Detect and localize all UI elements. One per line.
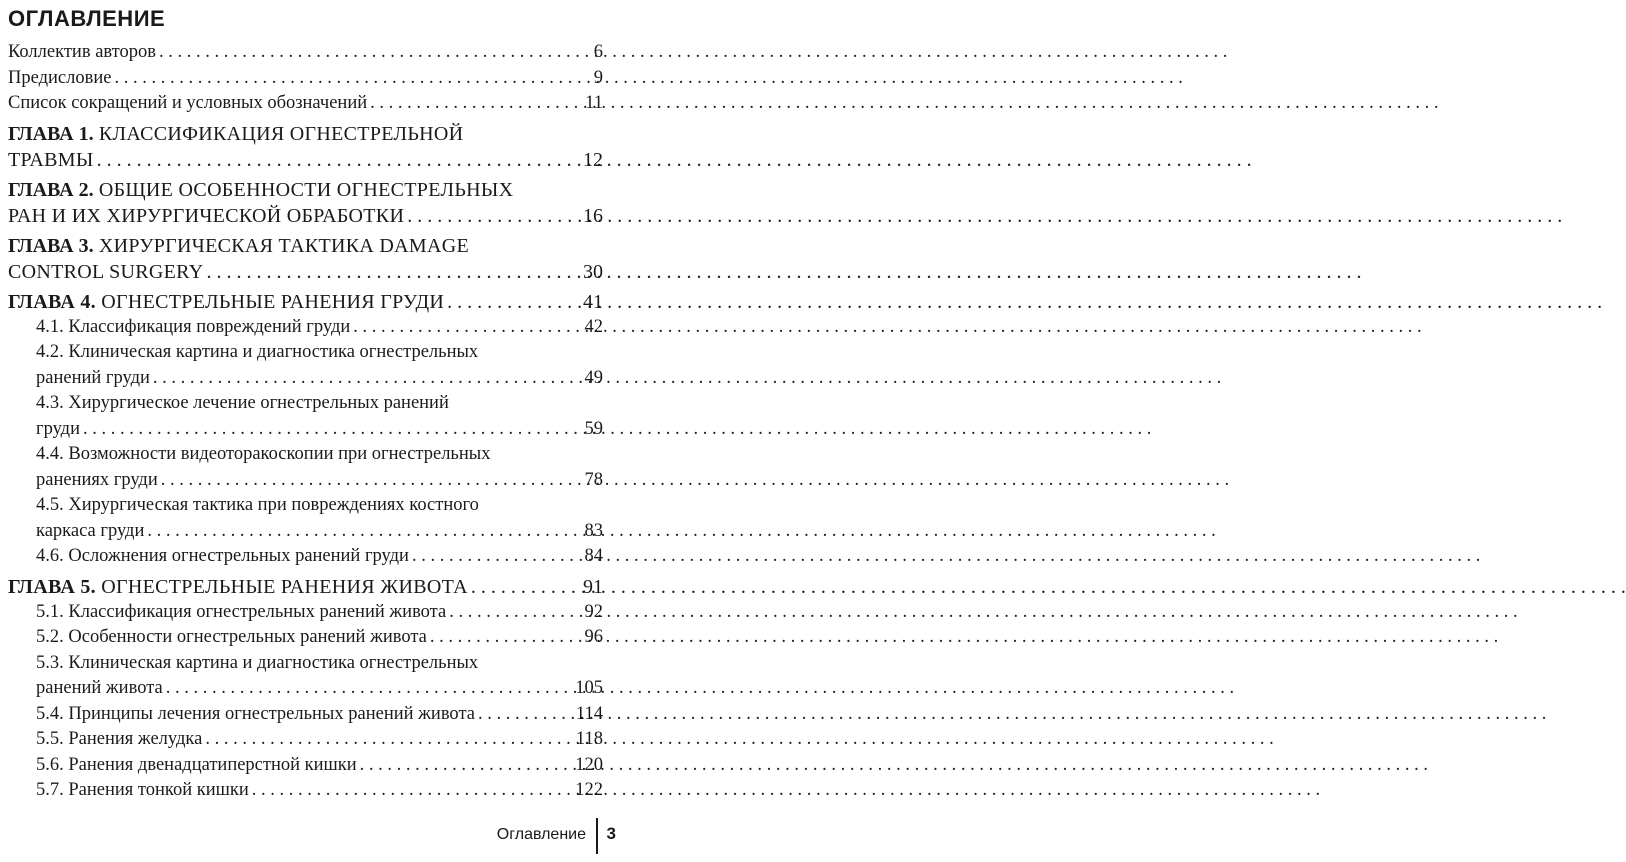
toc-subsection bbox=[8, 753, 603, 779]
toc-entry-first-line bbox=[36, 340, 603, 366]
toc-entry-line bbox=[8, 574, 603, 600]
dot-leader bbox=[166, 676, 573, 702]
dot-leader bbox=[412, 544, 582, 570]
dot-leader bbox=[449, 600, 581, 626]
toc-subsection bbox=[8, 702, 603, 728]
page-title: ОГЛАВЛЕНИЕ bbox=[8, 6, 166, 31]
toc-entry-first-line bbox=[8, 121, 603, 147]
toc-chapter bbox=[8, 121, 603, 173]
toc-entry-text: 4.5. Хирургическая тактика при повреждениях костного bbox=[36, 495, 479, 515]
toc-subsection bbox=[8, 493, 603, 544]
toc-page-number: 114 bbox=[575, 703, 603, 724]
toc-page-number: 122 bbox=[575, 780, 603, 800]
toc-page-number: 12 bbox=[583, 148, 603, 171]
chapter-title-line: ОБЩИЕ ОСОБЕННОСТИ ОГНЕСТРЕЛЬНЫХ bbox=[93, 178, 514, 201]
toc-entry-text: груди bbox=[36, 418, 80, 439]
toc-page-number: 96 bbox=[584, 627, 603, 647]
chapter-title-line: ХИРУРГИЧЕСКАЯ ТАКТИКА DAMAGE bbox=[93, 234, 469, 257]
toc-entry-first-line bbox=[36, 651, 603, 677]
toc-entry-line bbox=[8, 259, 603, 285]
toc-page-number: 83 bbox=[584, 520, 603, 541]
toc-entry-line bbox=[36, 544, 603, 570]
dot-leader bbox=[159, 40, 591, 66]
toc-page-number: 59 bbox=[584, 418, 603, 439]
toc-entry-text: 5.1. Классификация огнестрельных ранений живота bbox=[36, 601, 447, 622]
toc-front-entry bbox=[8, 91, 603, 117]
toc-entry-line bbox=[36, 315, 603, 341]
toc-entry-text: 5.4. Принципы лечения огнестрельных ранений живота bbox=[36, 703, 475, 724]
toc-entry-line bbox=[8, 147, 603, 173]
dot-leader bbox=[353, 315, 581, 341]
toc-chapter bbox=[8, 177, 603, 229]
toc-subsection bbox=[8, 778, 603, 804]
toc-entry-text: 4.6. Осложнения огнестрельных ранений груди bbox=[36, 546, 409, 566]
toc-entry-line bbox=[36, 417, 603, 443]
toc-subsection bbox=[8, 651, 603, 702]
toc-subsection bbox=[8, 391, 603, 442]
dot-leader bbox=[161, 468, 582, 494]
toc-entry-text: ранений груди bbox=[36, 367, 150, 388]
toc-page-number: 30 bbox=[583, 260, 603, 283]
toc-entry-text: 4.4. Возможности видеоторакоскопии при огнестрельных bbox=[36, 444, 491, 464]
toc-page-number: 49 bbox=[584, 367, 603, 388]
toc-entry-first-line bbox=[36, 493, 603, 519]
toc-entry-text bbox=[8, 289, 444, 315]
toc-entry-text: ТРАВМЫ bbox=[8, 148, 94, 171]
toc-entry-text bbox=[8, 574, 468, 600]
dot-leader bbox=[370, 91, 582, 117]
toc-page-number: 9 bbox=[593, 67, 603, 88]
toc-entry-text: 5.3. Клиническая картина и диагностика огнестрельных bbox=[36, 652, 479, 673]
toc-entry-line bbox=[36, 625, 603, 651]
toc-entry-text: 4.2. Клиническая картина и диагностика огнестрельных bbox=[36, 342, 479, 362]
toc-entry-text: Список сокращений и условных обозначений bbox=[8, 93, 368, 113]
toc-entry-text: каркаса груди bbox=[36, 520, 145, 541]
toc-page-number: 78 bbox=[584, 469, 603, 490]
dot-leader bbox=[447, 289, 580, 315]
toc-subsection bbox=[8, 340, 603, 391]
dot-leader bbox=[114, 66, 590, 92]
toc-entry-text: ранениях груди bbox=[36, 469, 158, 490]
dot-leader bbox=[252, 778, 572, 804]
toc-page-number: 6 bbox=[593, 42, 603, 62]
toc-subsection bbox=[8, 600, 603, 626]
toc-entry-line bbox=[36, 468, 603, 494]
toc-entry-line bbox=[36, 366, 603, 392]
toc-page-number: 84 bbox=[584, 546, 603, 566]
dot-leader bbox=[97, 147, 580, 173]
toc-entry-text: 5.6. Ранения двенадцатиперстной кишки bbox=[36, 754, 357, 775]
toc-subsection bbox=[8, 727, 603, 753]
toc-entry-line bbox=[36, 702, 603, 728]
dot-leader bbox=[478, 702, 573, 728]
toc-entry-text: 5.2. Особенности огнестрельных ранений живота bbox=[36, 627, 427, 647]
toc-entry-line bbox=[8, 40, 603, 66]
dot-leader bbox=[206, 259, 580, 285]
toc-entry-text: 4.1. Классификация повреждений груди bbox=[36, 316, 351, 337]
toc-entry-text: ранений живота bbox=[36, 678, 163, 698]
footer-divider bbox=[596, 818, 598, 854]
toc-entry-line bbox=[36, 778, 603, 804]
toc-entry-text: 5.5. Ранения желудка bbox=[36, 729, 203, 749]
dot-leader bbox=[360, 753, 573, 779]
toc-chapter bbox=[8, 233, 603, 285]
toc-page-number: 41 bbox=[583, 290, 603, 313]
chapter-title-line: ОГНЕСТРЕЛЬНЫЕ РАНЕНИЯ ГРУДИ bbox=[95, 290, 445, 313]
toc-entry-text: Предисловие bbox=[8, 67, 112, 88]
toc-page-number: 16 bbox=[583, 204, 603, 227]
page-number: 3 bbox=[606, 824, 616, 843]
toc-entry-first-line bbox=[8, 177, 603, 203]
toc-entry-text: CONTROL SURGERY bbox=[8, 260, 204, 283]
toc-chapter bbox=[8, 289, 603, 315]
toc-entry-line bbox=[8, 289, 603, 315]
toc-page-number: 42 bbox=[584, 316, 603, 337]
chapter-title-line: КЛАССИФИКАЦИЯ ОГНЕСТРЕЛЬНОЙ bbox=[93, 122, 464, 145]
toc-entry-first-line bbox=[36, 391, 603, 417]
toc-front-entry bbox=[8, 40, 603, 66]
toc-entry-text: 5.7. Ранения тонкой кишки bbox=[36, 780, 249, 800]
toc-page-number: 11 bbox=[585, 93, 603, 113]
toc-subsection bbox=[8, 544, 603, 570]
dot-leader bbox=[430, 625, 582, 651]
chapter-label: ГЛАВА 3. bbox=[8, 234, 94, 257]
toc-subsection bbox=[8, 442, 603, 493]
toc-entry-line bbox=[36, 519, 603, 545]
toc-entry-line bbox=[8, 203, 603, 229]
dot-leader bbox=[147, 519, 581, 545]
dot-leader bbox=[407, 203, 580, 229]
dot-leader bbox=[153, 366, 582, 392]
toc-entry-line bbox=[8, 91, 603, 117]
chapter-title-line: ОГНЕСТРЕЛЬНЫЕ РАНЕНИЯ ЖИВОТА bbox=[95, 575, 468, 598]
toc-chapter bbox=[8, 574, 603, 600]
chapter-label: ГЛАВА 4. bbox=[8, 290, 96, 313]
toc-subsection bbox=[8, 625, 603, 651]
toc-page-number: 92 bbox=[584, 601, 603, 622]
dot-leader bbox=[471, 574, 580, 600]
toc-entry-first-line bbox=[8, 233, 603, 259]
running-footer-label: Оглавление bbox=[496, 826, 586, 843]
toc-entry-line bbox=[36, 753, 603, 779]
dot-leader bbox=[205, 727, 573, 753]
toc-entry-line bbox=[36, 676, 603, 702]
toc-entry-line bbox=[36, 600, 603, 626]
toc-entry-line bbox=[8, 66, 603, 92]
toc-page-number: 120 bbox=[575, 754, 603, 775]
toc-entry-line bbox=[36, 727, 603, 753]
toc-subsection bbox=[8, 315, 603, 341]
chapter-label: ГЛАВА 5. bbox=[8, 575, 96, 598]
toc-front-entry bbox=[8, 66, 603, 92]
toc-page-number: 91 bbox=[583, 575, 603, 598]
chapter-label: ГЛАВА 2. bbox=[8, 178, 94, 201]
toc-entry-first-line bbox=[36, 442, 603, 468]
table-of-contents bbox=[8, 40, 603, 804]
toc-entry-text: РАН И ИХ ХИРУРГИЧЕСКОЙ ОБРАБОТКИ bbox=[8, 204, 405, 227]
toc-page-number: 105 bbox=[575, 678, 603, 698]
chapter-label: ГЛАВА 1. bbox=[8, 122, 94, 145]
toc-entry-text: 4.3. Хирургическое лечение огнестрельных ранений bbox=[36, 393, 449, 413]
toc-page-number: 118 bbox=[575, 729, 603, 749]
dot-leader bbox=[83, 417, 582, 443]
toc-entry-text: Коллектив авторов bbox=[8, 42, 156, 62]
